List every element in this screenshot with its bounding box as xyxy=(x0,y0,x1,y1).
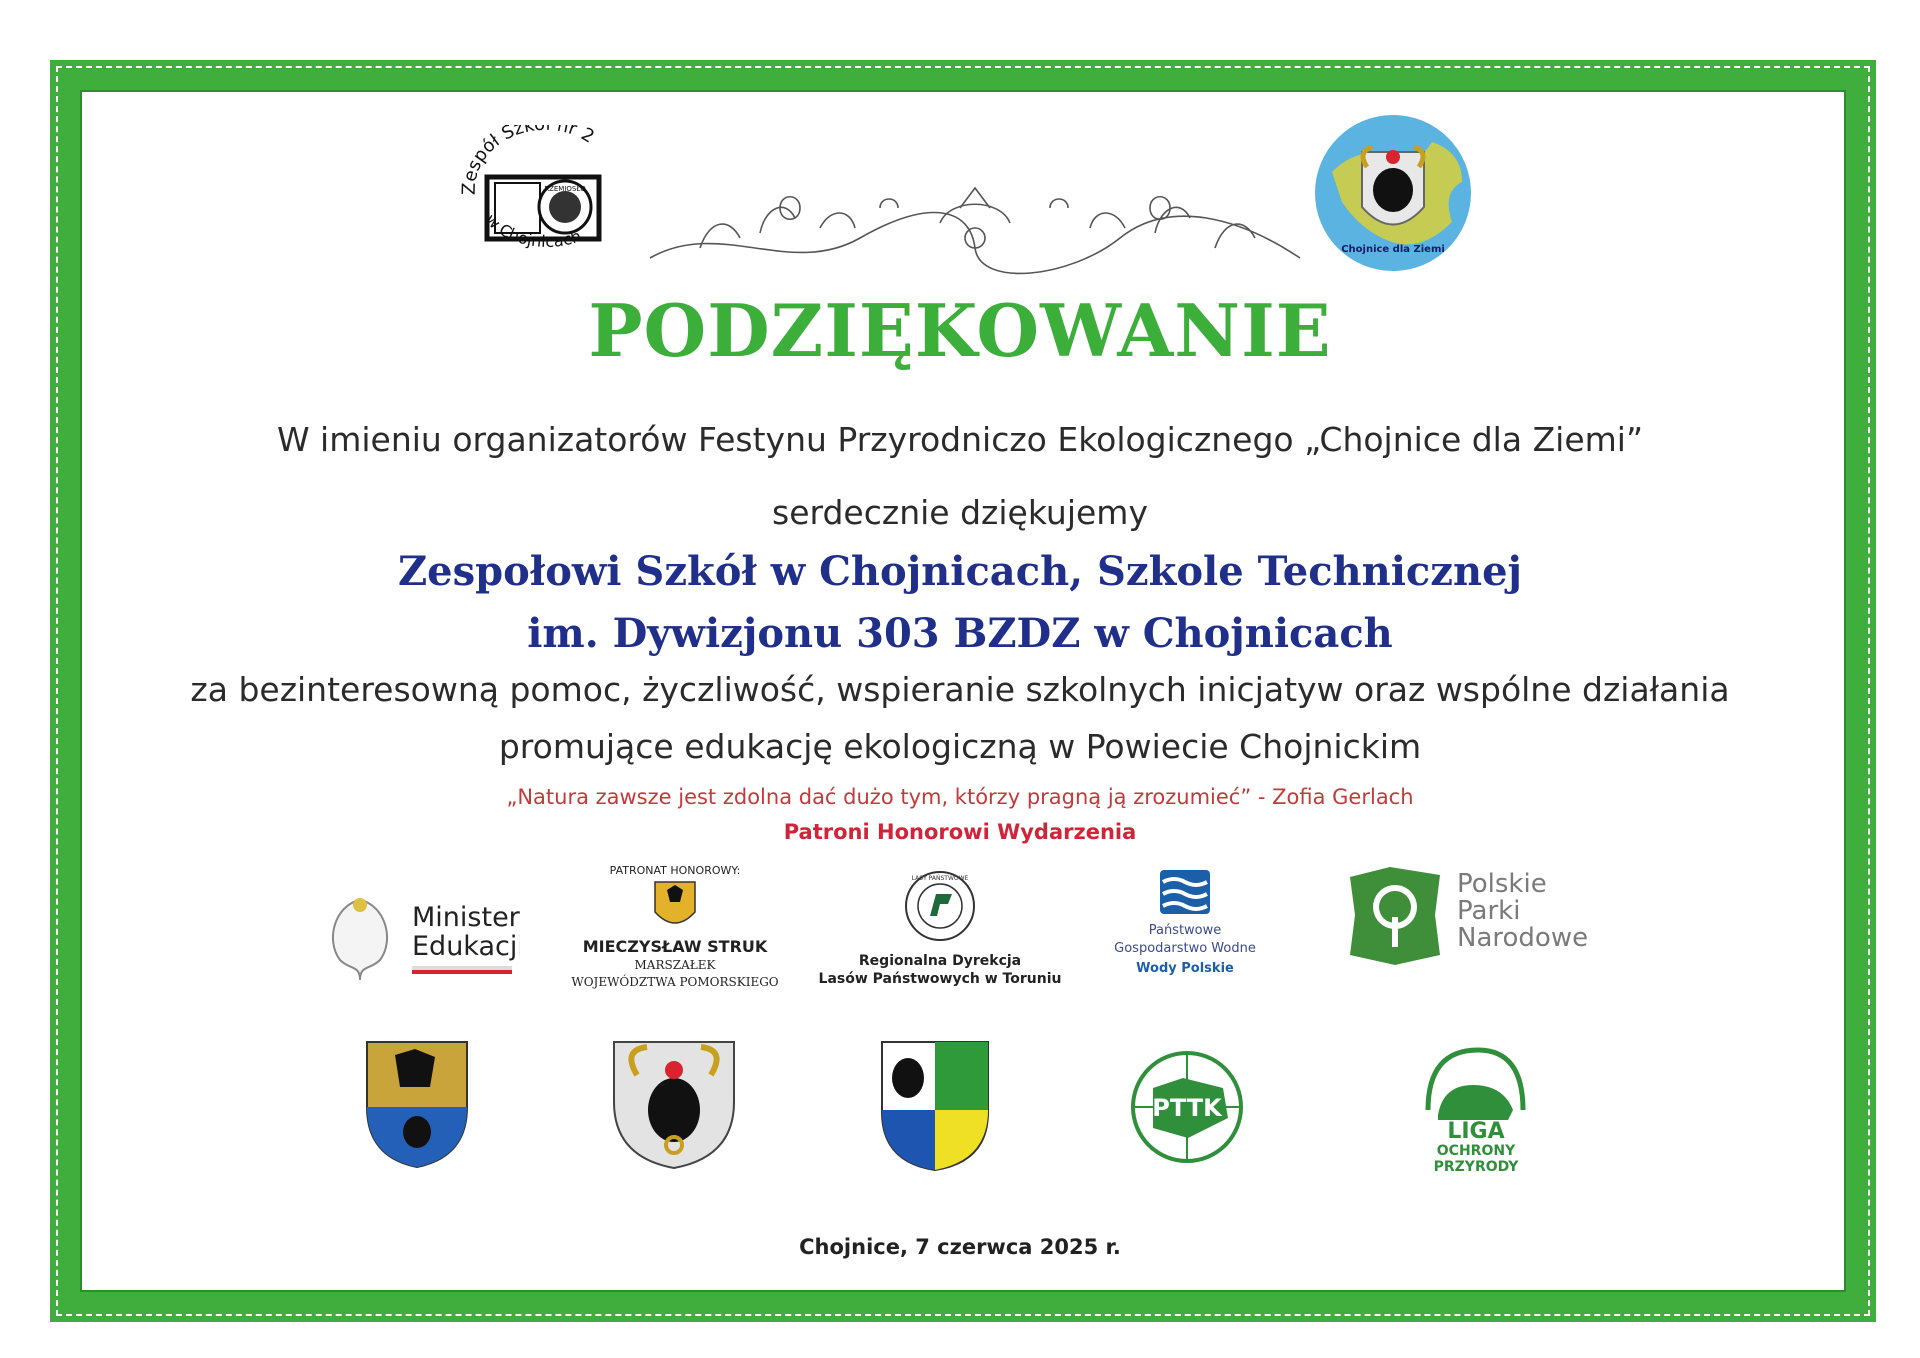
water-waves-icon xyxy=(1160,870,1210,914)
ministry-line-2: Edukacji xyxy=(412,931,520,962)
festival-badge-logo xyxy=(1312,112,1474,274)
marshal-role: MARSZAŁEK xyxy=(634,958,716,972)
tree-map-icon xyxy=(1350,867,1440,965)
quote-text: „Natura zawsze jest zdolna dać dużo tym, którzy pragną ją zrozumieć” - Zofia Gerlach xyxy=(506,785,1414,809)
chojnice-crest-bull-icon xyxy=(612,1040,736,1170)
pttk-text: PTTK xyxy=(1152,1094,1222,1122)
state-forests-seal-icon xyxy=(906,872,974,940)
liga-line-3: PRZYRODY xyxy=(1433,1159,1519,1175)
ministry-line-1: Minister xyxy=(412,902,520,933)
pgw-line-1: Państwowe xyxy=(1148,923,1222,938)
gmina-crest-icon xyxy=(880,1040,990,1172)
pgw-line-3: Wody Polskie xyxy=(1136,961,1234,976)
wody-polskie-logo xyxy=(1105,868,1265,988)
pttk-logo xyxy=(1128,1048,1246,1166)
ppn-line-3: Narodowe xyxy=(1457,923,1589,953)
school-logo-bottom-text: w Chojnicach xyxy=(481,209,584,251)
recipient-line-2: im. Dywizjonu 303 BZDZ w Chojnicach xyxy=(527,610,1393,657)
state-forests-seal-text: LASY PAŃSTWOWE xyxy=(911,875,969,882)
ppn-line-2: Parki xyxy=(1457,896,1521,926)
ministry-education-logo xyxy=(320,880,520,990)
county-crest-griffin-icon xyxy=(365,1040,469,1170)
rdlp-line-2: Lasów Państwowych w Toruniu xyxy=(818,971,1062,987)
certificate-title: PODZIĘKOWANIE xyxy=(588,288,1332,373)
rdlp-torun-logo xyxy=(815,868,1065,996)
pgw-line-2: Gospodarstwo Wodne xyxy=(1114,941,1256,956)
liga-ochrony-przyrody-logo xyxy=(1418,1040,1528,1180)
reason-line-1: za bezinteresowną pomoc, życzliwość, wspieranie szkolnych inicjatyw oraz wspólne działania xyxy=(190,670,1730,709)
school-logo-top-text: Zespół Szk nr 2 xyxy=(458,125,598,196)
ppn-line-1: Polskie xyxy=(1457,869,1547,899)
thanks-text: serdecznie dziękujemy xyxy=(772,493,1148,532)
eagle-emblem-icon xyxy=(333,898,387,980)
patrons-heading: Patroni Honorowi Wydarzenia xyxy=(783,820,1137,844)
recipient-line-1: Zespołowi Szkół w Chojnicach, Szkole Technicznej xyxy=(397,548,1522,595)
badge-caption: Chojnice dla Ziemi xyxy=(1341,244,1445,255)
marshal-header: PATRONAT HONOROWY: xyxy=(609,864,741,877)
school-logo xyxy=(455,125,635,275)
liga-line-2: OCHRONY xyxy=(1436,1143,1516,1159)
marshal-region: WOJEWÓDZTWA POMORSKIEGO xyxy=(571,975,779,989)
reason-line-2: promujące edukację ekologiczną w Powiecie Chojnickim xyxy=(498,727,1422,766)
rdlp-line-1: Regionalna Dyrekcja xyxy=(858,953,1022,969)
date-place-text: Chojnice, 7 czerwca 2025 r. xyxy=(799,1235,1121,1259)
liga-line-1: LIGA xyxy=(1447,1119,1505,1144)
polish-national-parks-logo xyxy=(1345,862,1595,972)
intro-text: W imieniu organizatorów Festynu Przyrodniczo Ekologicznego „Chojnice dla Ziemi” xyxy=(276,420,1644,459)
marshal-patronage-logo xyxy=(555,862,795,1002)
marshal-name: MIECZYSŁAW STRUK xyxy=(582,937,768,956)
floral-ornament xyxy=(640,178,1310,278)
school-logo-inner-text: RZEMIOSŁO xyxy=(544,185,586,193)
